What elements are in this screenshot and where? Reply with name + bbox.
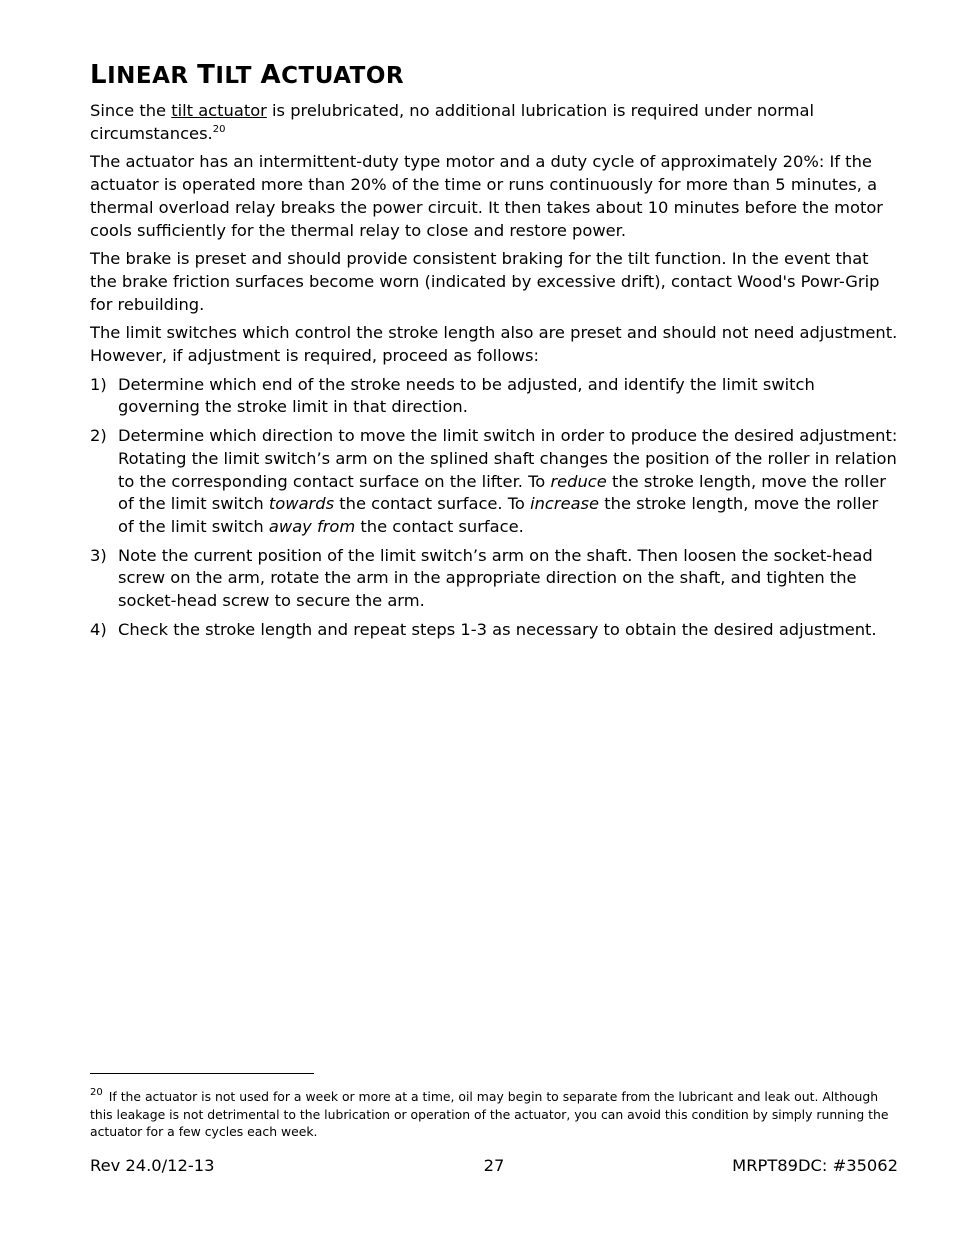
title-initial-l: L (90, 60, 108, 90)
title-initial-t: T (197, 60, 216, 90)
step-text-part: Determine which direction to move the limit switch in order to produce the desired adjustment: Rotating the limit switch’s arm on the splined shaft changes the position of the roller in relation to the corresponding contact surface on the lifter. To (118, 426, 898, 491)
emphasis-reduce: reduce (550, 471, 607, 491)
step-number: 1) (90, 374, 107, 394)
list-item-step-3 (90, 545, 898, 613)
paragraph-lubrication (90, 100, 898, 145)
step-text: Check the stroke length and repeat steps 1-3 as necessary to obtain the desired adjustment. (118, 619, 877, 639)
emphasis-towards: towards (268, 494, 335, 514)
list-item-step-2 (90, 425, 898, 539)
emphasis-increase: increase (530, 494, 600, 514)
page-footer (90, 1156, 898, 1180)
step-text-part: the stroke length, move the roller of the limit switch (118, 494, 879, 536)
revision-label: Rev 24.0/12-13 (90, 1156, 215, 1175)
paragraph-brake: The brake is preset and should provide consistent braking for the tilt function. In the event that the brake friction surfaces become worn (indicated by excessive drift), contact Wood's Powr-Grip for rebuilding. (90, 249, 880, 314)
adjustment-steps-list (90, 374, 898, 642)
step-text-part: the contact surface. (355, 516, 524, 536)
section-title (90, 60, 404, 90)
paragraph-limit-switches: The limit switches which control the stroke length also are preset and should not need adjustment. However, if adjustment is required, proceed as follows: (90, 323, 898, 366)
paragraph-duty-cycle: The actuator has an intermittent-duty type motor and a duty cycle of approximately 20%: If the actuator is operated more than 20% of the time or runs continuously for more than 5 minutes, a thermal overload relay breaks the power circuit. It then takes about 10 minutes before the motor cools sufficiently for the thermal relay to close and restore power. (90, 152, 883, 240)
step-text: Determine which end of the stroke needs to be adjusted, and identify the limit switch governing the stroke limit in that direction. (118, 374, 815, 417)
step-number: 3) (90, 545, 107, 565)
footnote-number: 20 (90, 1087, 103, 1098)
document-page (90, 0, 898, 1235)
step-number: 2) (90, 426, 107, 446)
page-number: 27 (483, 1156, 505, 1175)
step-text (118, 426, 897, 536)
emphasis-away-from: away from (268, 516, 356, 536)
footnote-reference[interactable]: 20 (212, 123, 226, 135)
title-word-2-rest: ILT (215, 63, 252, 89)
step-text-part: the contact surface. To (334, 494, 531, 514)
list-item-step-1 (90, 374, 898, 419)
list-item-step-4 (90, 619, 898, 642)
title-initial-a: A (260, 60, 282, 90)
footnote-text: If the actuator is not used for a week or more at a time, oil may begin to separate from the lubricant and leak out. Although this leakage is not detrimental to the lubrication or operation of the actuator, you can avoid this condition by simply running the actuator for a few cycles each week. (90, 1089, 889, 1139)
paragraph-text: is prelubricated, no additional lubrication is required under normal circumstances. (90, 101, 814, 143)
document-id: MRPT89DC: #35062 (732, 1156, 898, 1175)
title-word-1-rest: INEAR (107, 63, 189, 89)
title-word-3-rest: CTUATOR (281, 63, 405, 89)
section-body (90, 100, 898, 647)
step-text: Note the current position of the limit switch’s arm on the shaft. Then loosen the socket-head screw on the arm, rotate the arm in the appropriate direction on the shaft, and tighten the socket-head screw to secure the arm. (118, 545, 873, 611)
paragraph-text: Since the (90, 101, 172, 120)
footnote-divider (90, 1073, 314, 1074)
step-text-part: the stroke length, move the roller of the limit switch (118, 471, 886, 514)
step-number: 4) (90, 619, 107, 639)
footnote (90, 1088, 898, 1141)
tilt-actuator-link[interactable]: tilt actuator (171, 101, 267, 120)
